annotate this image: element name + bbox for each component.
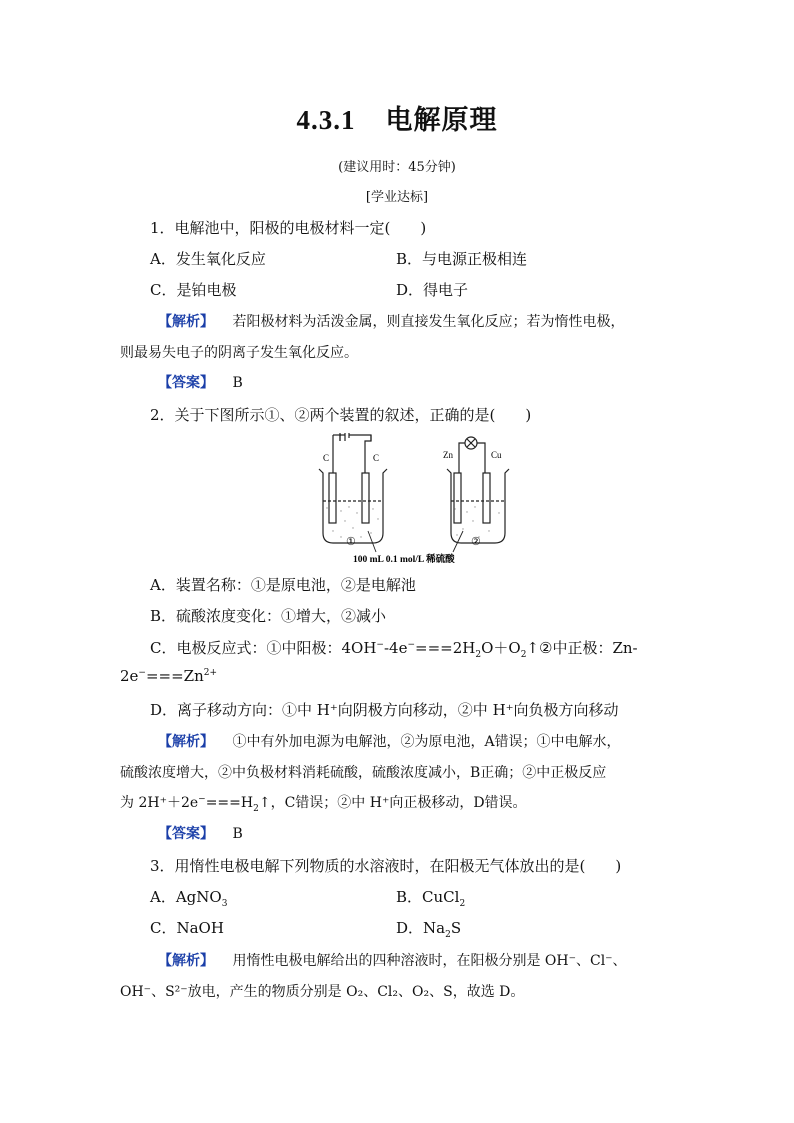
q3-analysis-line2: OH⁻、S²⁻放电，产生的物质分别是 O₂、Cl₂、O₂、S，故选 D。 [120,984,525,1000]
q2-analysis-line3: 为 $2H^++2e^-===H_2↑$，C错误；②中 H⁺向正极移动，D错误。 [120,794,527,814]
q2-option-b: B．硫酸浓度变化：①增大，②减小 [150,607,387,625]
answer-tag: 【答案】 [158,826,214,842]
analysis-tag: 【解析】 [158,953,214,969]
q2-option-c-line2: $2e^-===Zn^{2+}$ [120,667,218,685]
q3-option-a: A．AgNO$_3$ [150,888,228,909]
q3-option-c: C．NaOH [150,919,224,937]
q3-option-d: D．$Na_2S$ [396,919,462,940]
answer-tag: 【答案】 [158,375,214,391]
q1-analysis-line2: 则最易失电子的阴离子发生氧化反应。 [120,345,358,361]
q2-option-d: D．离子移动方向：①中 H⁺向阴极方向移动，②中 H⁺向负极方向移动 [150,701,619,719]
time-note: (建议用时：45分钟) [338,160,456,175]
label-c-left: C [323,453,330,463]
q2-option-a: A．装置名称：①是原电池，②是电解池 [150,576,416,594]
analysis-tag: 【解析】 [158,734,214,750]
page-title [0,98,794,137]
label-device-2: ② [471,536,481,548]
label-device-1: ① [346,536,356,548]
electrolysis-figure [313,433,513,568]
label-zn: Zn [443,450,453,460]
q1-option-a: A．发生氧化反应 [150,250,266,268]
q1-answer: 【答案】 B [158,375,243,391]
device-1-electrolytic-cell [319,433,387,543]
q3-analysis-line1: 【解析】 用惰性电极电解给出的四种溶液时，在阳极分别是 OH⁻、Cl⁻、 [158,953,627,969]
label-cu: Cu [491,450,502,460]
analysis-tag: 【解析】 [158,314,214,330]
figure-caption: 100 mL 0.1 mol/L 稀硫酸 [353,555,455,565]
q1-stem: 1．电解池中，阳极的电极材料一定( ) [150,219,427,237]
q1-option-b: B．与电源正极相连 [396,250,528,268]
q2-analysis-line2: 硫酸浓度增大，②中负极材料消耗硫酸，硫酸浓度减小，B正确；②中正极反应 [120,765,607,781]
title-text: 电解原理 [385,105,498,135]
section-heading: [学业达标] [365,190,429,205]
q2-analysis-line1: 【解析】 ①中有外加电源为电解池，②为原电池，A错误；①中电解水， [158,734,621,750]
q2-option-c-line1: C．电极反应式：①中阳极：$4OH^--4e^-===2H_2O+O_2↑②$中正极：Zn- [150,639,638,660]
q3-stem: 3．用惰性电极电解下列物质的水溶液时，在阳极无气体放出的是( ) [150,857,622,875]
q1-option-d: D．得电子 [396,281,469,299]
label-c-right: C [373,453,380,463]
q2-answer: 【答案】 B [158,826,243,842]
q1-analysis-line1: 【解析】 若阳极材料为活泼金属，则直接发生氧化反应；若为惰性电极， [158,314,625,330]
q2-stem: 2．关于下图所示①、②两个装置的叙述，正确的是( ) [150,406,532,424]
title-number: 4.3.1 [296,105,356,135]
q1-option-c: C．是铂电极 [150,281,237,299]
q3-option-b: B．CuCl$_2$ [396,888,466,909]
